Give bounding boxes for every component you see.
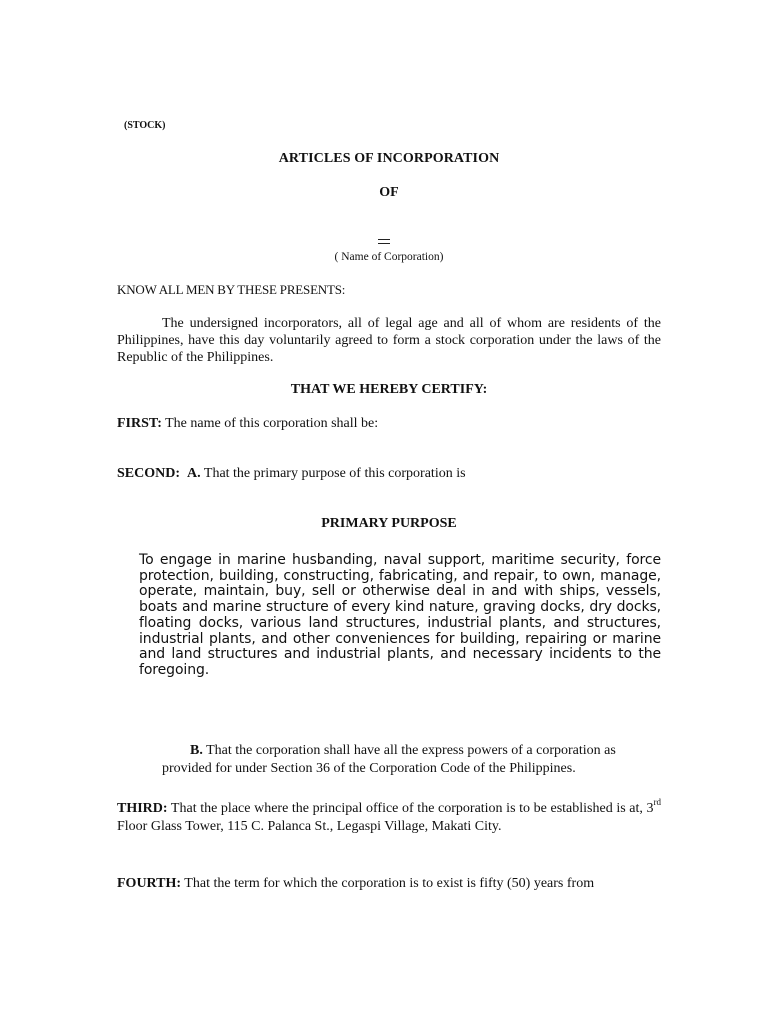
third-text-after: Floor Glass Tower, 115 C. Palanca St., Legaspi Village, Makati City.: [117, 818, 502, 834]
know-all-men-line: KNOW ALL MEN BY THESE PRESENTS:: [117, 282, 346, 297]
first-article: [117, 416, 378, 432]
first-label: FIRST:: [117, 416, 162, 431]
fourth-article: [117, 876, 661, 892]
certify-heading: THAT WE HEREBY CERTIFY:: [290, 382, 488, 397]
third-text-before: That the place where the principal office of the corporation is to be established is at, 3: [167, 801, 654, 816]
stock-label: (STOCK): [124, 120, 166, 131]
intro-paragraph-text: The undersigned incorporators, all of legal age and all of whom are residents of the Philippines, have this day voluntarily agreed to form a stock corporation under the laws of the Republic of the Philippines.: [117, 316, 661, 365]
third-article: [117, 797, 661, 835]
second-sub-label: A.: [187, 466, 201, 481]
document-title: ARTICLES OF INCORPORATION: [278, 151, 500, 166]
paragraph-b: [162, 742, 661, 778]
third-label: THIRD:: [117, 801, 168, 816]
paragraph-b-text: That the corporation shall have all the express powers of a corporation as provided for under Section 36 of the Corporation Code of the Philippines.: [162, 743, 616, 776]
primary-purpose-heading: PRIMARY PURPOSE: [321, 516, 457, 531]
paragraph-b-label: B.: [190, 743, 203, 758]
second-article: [117, 466, 466, 482]
fourth-label: FOURTH:: [117, 876, 182, 891]
name-of-corporation-label: ( Name of Corporation): [334, 251, 444, 263]
first-text: The name of this corporation shall be:: [161, 416, 379, 431]
intro-paragraph: [117, 315, 661, 366]
second-text: That the primary purpose of this corporation is: [200, 466, 466, 481]
corporation-name-blank: [376, 236, 392, 246]
second-label: SECOND:: [117, 466, 181, 481]
of-line: OF: [379, 185, 399, 200]
primary-purpose-text: To engage in marine husbanding, naval support, maritime security, force protection, building, constructing, fabricating, and repair, to own, manage, operate, maintain, buy, sell or otherwise deal in and with ships, vessels, boats and marine structure of every kind nature, graving docks, dry docks, floating docks, various land structures, industrial plants, and structures, industrial plants, and other conveniences for building, repairing or marine and land structures and industrial plants, and necessary incidents to the foregoing.: [139, 552, 661, 678]
third-superscript: rd: [653, 797, 661, 808]
fourth-text: That the term for which the corporation is to exist is fifty (50) years from: [181, 876, 595, 891]
